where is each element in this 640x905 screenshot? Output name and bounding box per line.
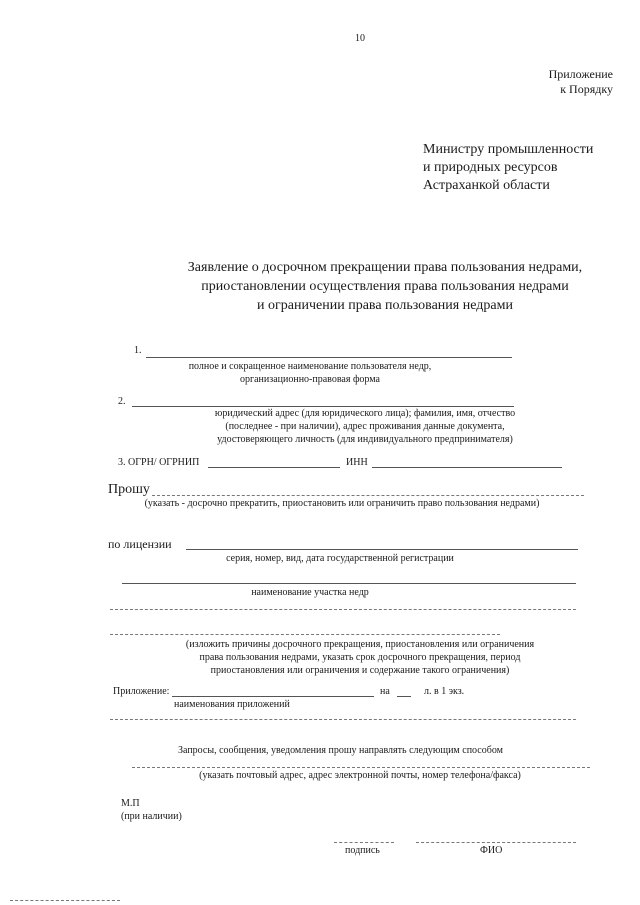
attachment-input[interactable] <box>172 696 374 697</box>
title-line-3: и ограничении права пользования недрами <box>257 298 513 313</box>
addressee-line-1: Министру промышленности <box>423 142 594 157</box>
attachment-on: на <box>380 686 390 697</box>
field-2-number: 2. <box>118 396 126 407</box>
ogrn-label: 3. ОГРН/ ОГРНИП <box>118 457 200 468</box>
plot-input[interactable] <box>122 583 576 584</box>
ogrn-input[interactable] <box>208 467 340 468</box>
inn-input[interactable] <box>372 467 562 468</box>
name-label: ФИО <box>480 845 503 856</box>
request-input[interactable] <box>152 495 584 496</box>
field-2-caption-line-3: удостоверяющего личность (для индивидуального предпринимателя) <box>217 434 513 445</box>
addressee-line-2: и природных ресурсов <box>423 160 558 175</box>
correspondence-input[interactable] <box>132 767 590 768</box>
field-2-caption <box>190 407 540 446</box>
document-title <box>150 258 620 315</box>
attachment-caption: наименования приложений <box>174 699 290 710</box>
reasons-caption-line-2: права пользования недрами, указать срок досрочного прекращения, период <box>199 652 521 663</box>
appendix-line-1: Приложение <box>548 67 613 81</box>
appendix-line-2: к Порядку <box>560 82 613 96</box>
plot-caption: наименование участка недр <box>251 587 369 598</box>
signature-label: подпись <box>345 845 380 856</box>
request-caption: (указать - досрочно прекратить, приостановить или ограничить право пользования недрами) <box>144 498 540 509</box>
stamp-line-2: (при наличии) <box>121 811 182 822</box>
field-1-caption-line-2: организационно-правовая форма <box>240 374 380 385</box>
attachment-sheets: л. в 1 экз. <box>424 686 465 697</box>
signature-input[interactable] <box>334 842 394 843</box>
field-1-caption-line-1: полное и сокращенное наименование пользователя недр, <box>188 361 432 372</box>
page-number: 10 <box>355 33 365 44</box>
license-input[interactable] <box>186 549 578 550</box>
title-line-2: приостановлении осуществления права пользования недрами <box>201 279 569 294</box>
reasons-caption-line-3: приостановления или ограничения и содержание такого ограничения) <box>210 665 510 676</box>
inn-label: ИНН <box>346 457 368 468</box>
license-label: по лицензии <box>108 537 172 551</box>
attachment-sheets-input[interactable] <box>397 696 411 697</box>
title-line-1: Заявление о досрочном прекращении права пользования недрами, <box>187 260 583 275</box>
reasons-line-2[interactable] <box>110 634 500 635</box>
reasons-caption-line-1: (изложить причины досрочного прекращения, приостановления или ограничения <box>185 639 535 650</box>
addressee-line-3: Астраханкой области <box>423 178 550 193</box>
field-2-caption-line-1: юридический адрес (для юридического лица); фамилия, имя, отчество <box>214 408 516 419</box>
field-2-caption-line-2: (последнее - при наличии), адрес проживания данные документа, <box>225 421 505 432</box>
scan-edge-mark <box>10 900 120 901</box>
license-caption: серия, номер, вид, дата государственной регистрации <box>226 553 454 564</box>
field-1-number: 1. <box>134 345 142 356</box>
appendix-label <box>549 67 613 97</box>
request-label: Прошу <box>108 482 150 497</box>
correspondence-caption: (указать почтовый адрес, адрес электронной почты, номер телефона/факса) <box>199 770 521 781</box>
name-input[interactable] <box>416 842 576 843</box>
addressee-block <box>423 141 593 195</box>
reasons-line-1[interactable] <box>110 609 576 610</box>
attachment-label: Приложение: <box>113 686 170 697</box>
stamp-line-1: М.П <box>121 798 140 809</box>
field-1-caption <box>140 360 480 386</box>
reasons-caption <box>150 638 570 677</box>
attachment-extra-line[interactable] <box>110 719 576 720</box>
field-1-line[interactable] <box>146 357 512 358</box>
stamp-block <box>121 797 182 823</box>
correspondence-text: Запросы, сообщения, уведомления прошу направлять следующим способом <box>178 745 503 756</box>
